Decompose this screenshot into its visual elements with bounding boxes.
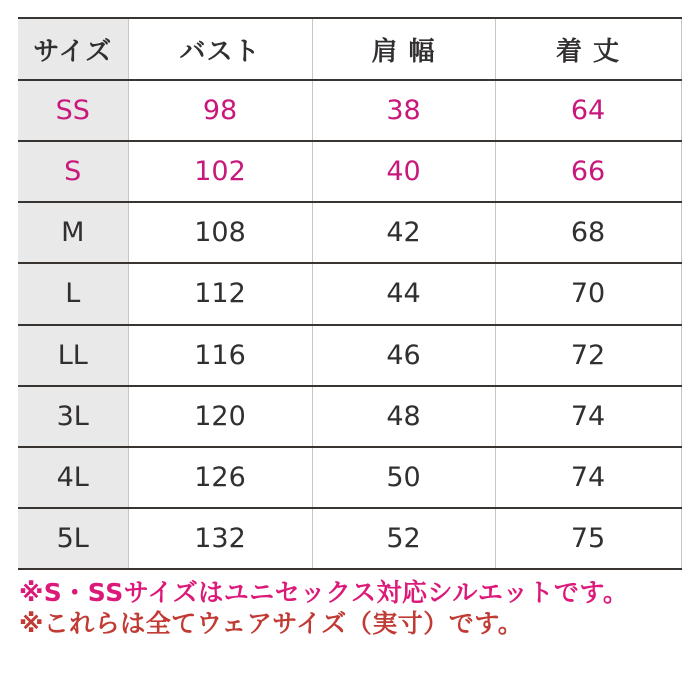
table-row-4l [18,447,681,508]
bust-cell: 112 [128,263,312,324]
size-cell: S [18,141,128,202]
header-row [18,18,681,80]
length-cell: 74 [495,447,681,508]
bust-cell: 126 [128,447,312,508]
header-bust: バスト [128,18,312,80]
length-cell: 70 [495,263,681,324]
length-cell: 64 [495,80,681,141]
length-cell: 72 [495,325,681,386]
shoulder-cell: 48 [312,386,495,447]
table-row-3l [18,386,681,447]
shoulder-cell: 42 [312,202,495,263]
size-cell: M [18,202,128,263]
table-row-5l [18,508,681,569]
size-cell: L [18,263,128,324]
header-size: サイズ [18,18,128,80]
bust-cell: 132 [128,508,312,569]
bust-cell: 98 [128,80,312,141]
table-row-s [18,141,681,202]
length-cell: 66 [495,141,681,202]
header-body-length: 着 丈 [495,18,681,80]
bust-cell: 102 [128,141,312,202]
shoulder-cell: 38 [312,80,495,141]
length-cell: 75 [495,508,681,569]
bust-cell: 116 [128,325,312,386]
shoulder-cell: 52 [312,508,495,569]
shoulder-cell: 50 [312,447,495,508]
shoulder-cell: 40 [312,141,495,202]
length-cell: 68 [495,202,681,263]
table-row-m [18,202,681,263]
shoulder-cell: 44 [312,263,495,324]
shoulder-cell: 46 [312,325,495,386]
table-row-ss [18,80,681,141]
footnotes [19,577,679,639]
size-cell: LL [18,325,128,386]
header-shoulder-width: 肩 幅 [312,18,495,80]
size-cell: 3L [18,386,128,447]
bust-cell: 120 [128,386,312,447]
size-cell: 5L [18,508,128,569]
note-actual-wear-size: ※これらは全てウェアサイズ（実寸）です。 [19,609,524,638]
length-cell: 74 [495,386,681,447]
size-cell: 4L [18,447,128,508]
size-cell: SS [18,80,128,141]
table-row-ll [18,325,681,386]
size-table [18,17,682,570]
table-row-l [18,263,681,324]
note-unisex-silhouette: ※S・SSサイズはユニセックス対応シルエットです。 [19,578,629,607]
bust-cell: 108 [128,202,312,263]
